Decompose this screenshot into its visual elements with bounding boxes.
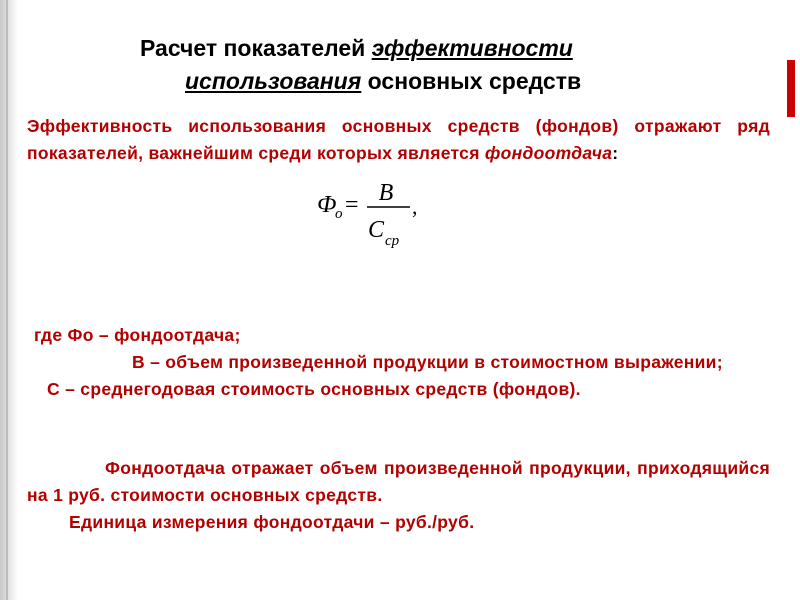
- definition-s: С – среднегодовая стоимость основных средств (фондов).: [47, 379, 581, 399]
- summary: [27, 455, 770, 536]
- formula-svg: [315, 180, 425, 260]
- title-line-2-plain: основных средств: [361, 68, 582, 94]
- intro-term: фондоотдача: [484, 143, 613, 163]
- formula-equals: =: [345, 192, 359, 218]
- definition-fo: где Фо – фондоотдача;: [34, 325, 241, 345]
- intro-colon: :: [612, 143, 619, 163]
- summary-statement: Фондоотдача отражает объем произведенной продукции, приходящийся на 1 руб. стоимости основных средств.: [27, 458, 770, 505]
- formula-denominator-subscript: ср: [385, 233, 400, 249]
- summary-unit: Единица измерения фондоотдачи – руб./руб.: [69, 512, 475, 532]
- title-line-2: [185, 63, 581, 99]
- left-shadow-decoration: [0, 0, 18, 600]
- formula-lhs-subscript: о: [335, 206, 343, 222]
- definitions: [27, 322, 770, 403]
- title-line-1-emphasis: эффективности: [371, 35, 573, 61]
- intro-paragraph: [27, 113, 770, 167]
- formula: [315, 180, 425, 260]
- title-line-2-emphasis: использования: [185, 68, 362, 94]
- right-accent-bar: [787, 60, 795, 117]
- formula-numerator: В: [378, 180, 394, 206]
- formula-denominator: С: [368, 217, 385, 243]
- formula-lhs: Ф: [317, 192, 337, 218]
- title-line-1: [140, 30, 573, 66]
- definition-v: В – объем произведенной продукции в стоимостном выражении;: [132, 352, 723, 372]
- formula-trailing-comma: ,: [412, 194, 418, 219]
- title-line-1-plain: Расчет показателей: [140, 35, 372, 61]
- intro-text: Эффективность использования основных средств (фондов) отражают ряд показателей, важнейшим среди которых является: [27, 116, 770, 163]
